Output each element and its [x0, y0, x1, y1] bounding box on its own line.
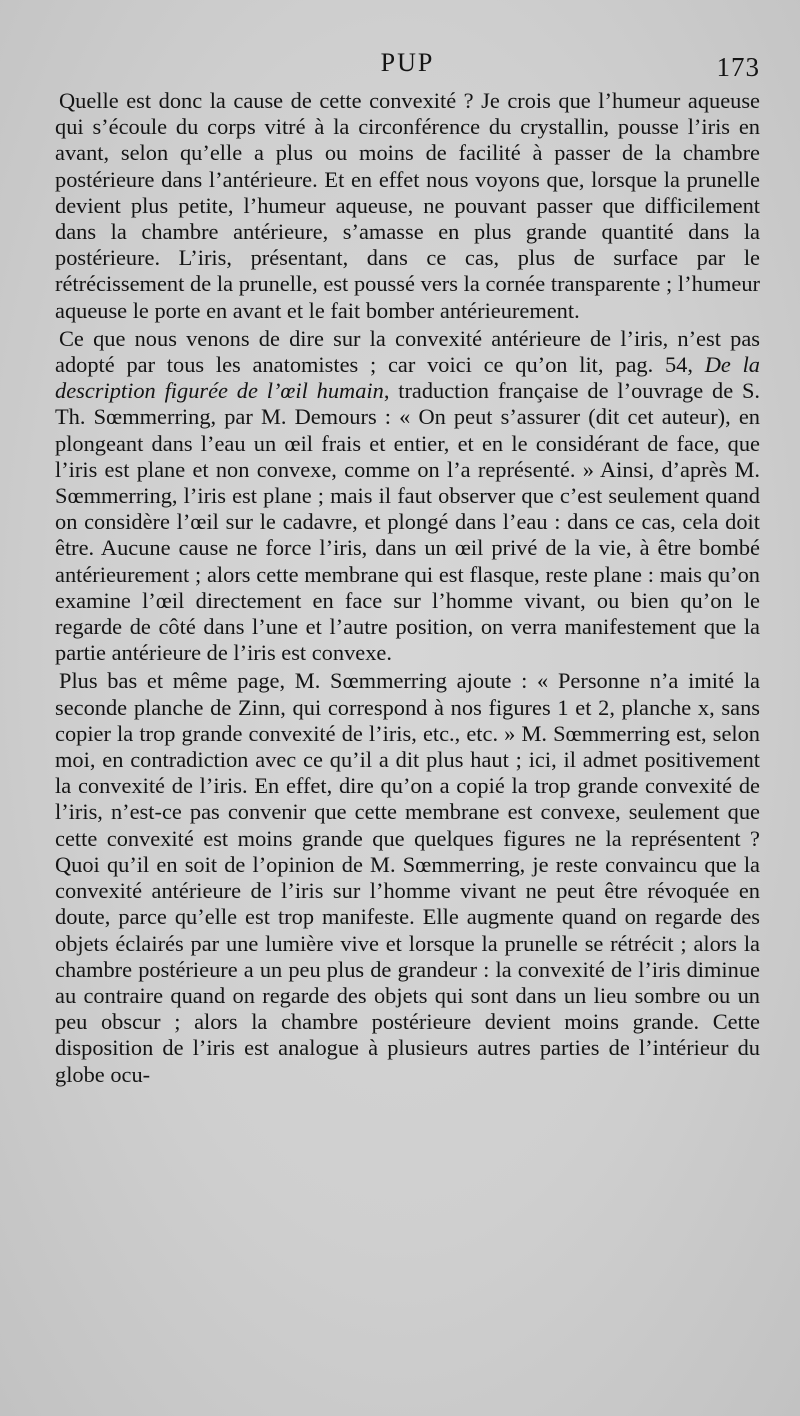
page-number: 173 [716, 52, 760, 82]
cited-work-title: De la description figurée de l’œil humain [55, 352, 761, 404]
paragraph-2 [55, 326, 760, 667]
running-head: PUP [380, 48, 435, 77]
paragraph-2-text-before: Ce que nous venons de dire sur la convexité antérieure de l’iris, n’est pas adopté par tous les anatomistes ; car voici ce qu’on lit, pag. 54, [55, 325, 760, 378]
paragraph-3: Plus bas et même page, M. Sœmmerring ajoute : « Personne n’a imité la seconde planche de Zinn, qui correspond à nos figures 1 et 2, planche x, sans copier la trop grande convexité de l’iris, etc., etc. » M. Sœmmerring est, selon moi, en contradiction avec ce qu’il a dit plus haut ; ici, il admet positivement la convexité de l’iris. En effet, dire qu’on a copié la trop grande convexité de l’iris, n’est-ce pas convenir que cette membrane est convexe, seulement que cette convexité est moins grande que quelques figures ne la représentent ? Quoi qu’il en soit de l’opinion de M. Sœmmerring, je reste convaincu que la convexité antérieure de l’iris sur l’homme vivant ne peut être révoquée en doute, parce qu’elle est trop manifeste. Elle augmente quand on regarde des objets éclairés par une lumière vive et lorsque la prunelle se rétrécit ; alors la chambre postérieure a un peu plus de grandeur : la convexité de l’iris diminue au contraire quand on regarde des objets qui sont dans un lieu sombre ou un peu obscur ; alors la chambre postérieure devient moins grande. Cette disposition de l’iris est analogue à plusieurs autres parties de l’intérieur du globe ocu- [55, 668, 760, 1087]
paragraph-1: Quelle est donc la cause de cette convexité ? Je crois que l’humeur aqueuse qui s’écoule du corps vitré à la circonférence du crystallin, pousse l’iris en avant, selon qu’elle a plus ou moins de facilité à passer de la chambre postérieure dans l’antérieure. Et en effet nous voyons que, lorsque la prunelle devient plus petite, l’humeur aqueuse, ne pouvant passer que difficilement dans la chambre antérieure, s’amasse en plus grande quantité dans la postérieure. L’iris, présentant, dans ce cas, plus de surface par le rétrécissement de la prunelle, est poussé vers la cornée transparente ; l’humeur aqueuse le porte en avant et le fait bomber antérieurement. [55, 88, 760, 323]
paragraph-2-text-after: , traduction française de l’ouvrage de S. Th. Sœmmerring, par M. Demours : « On peut s’assurer (dit cet auteur), en plongeant dans l’eau un œil frais et entier, et en le considérant de face, que l’iris est plane et non convexe, comme on l’a représenté. » Ainsi, d’après M. Sœmmerring, l’iris est plane ; mais il faut observer que c’est seulement quand on considère l’œil sur le cadavre, et plongé dans l’eau : dans ce cas, cela doit être. Aucune cause ne force l’iris, dans un œil privé de la vie, à être bombé antérieurement ; alors cette membrane qui est flasque, reste plane : mais qu’on examine l’œil directement en face sur l’homme vivant, ou bien qu’on le regarde de côté dans l’une et l’autre position, on verra manifestement que la partie antérieure de l’iris est convexe. [55, 378, 760, 666]
body-text [55, 88, 760, 1088]
page-header [55, 48, 760, 88]
